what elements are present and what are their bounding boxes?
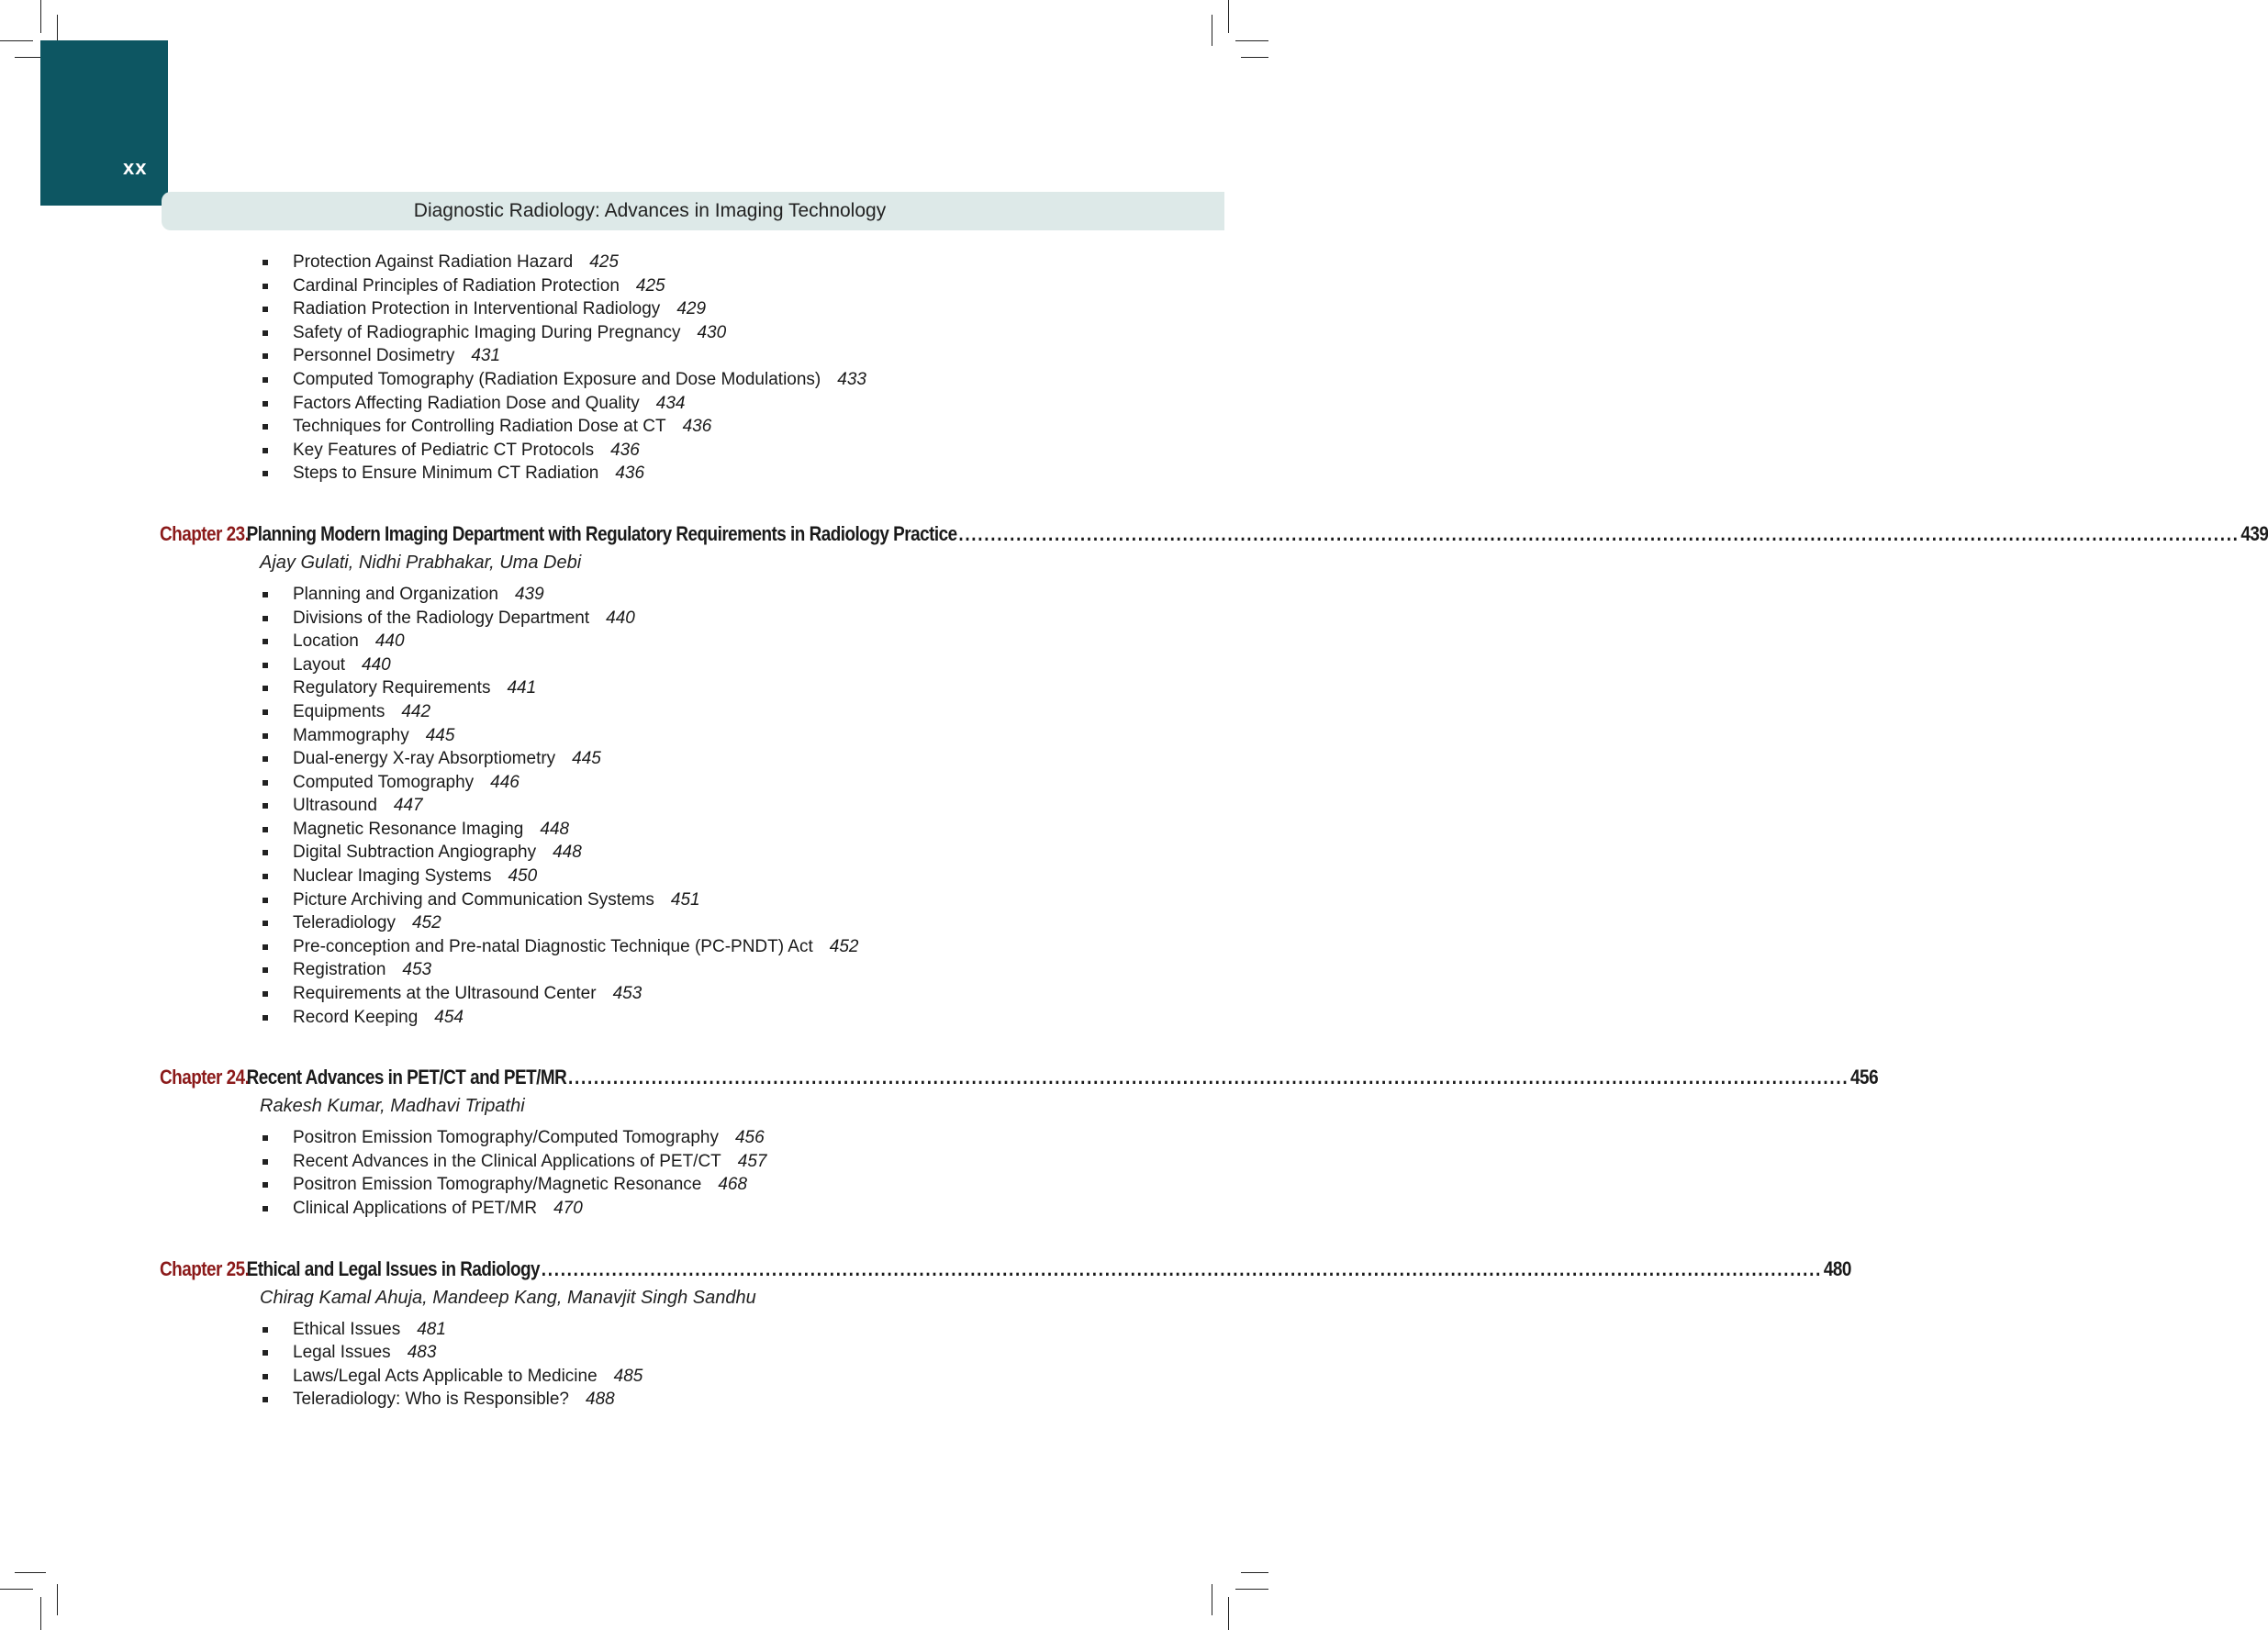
toc-item-title: Positron Emission Tomography/Magnetic Resonance bbox=[293, 1175, 702, 1195]
toc-item-page: 446 bbox=[490, 772, 520, 792]
toc-item[interactable] bbox=[263, 771, 1125, 795]
toc-item-title: Personnel Dosimetry bbox=[293, 346, 455, 366]
toc-item[interactable] bbox=[263, 368, 1125, 392]
toc-item[interactable] bbox=[263, 911, 1125, 935]
crop-mark bbox=[1228, 1597, 1229, 1630]
crop-mark bbox=[1235, 40, 1268, 41]
toc-item-page: 439 bbox=[514, 584, 544, 604]
toc-item-page: 436 bbox=[610, 440, 640, 460]
toc-item[interactable] bbox=[263, 274, 1125, 298]
toc-item[interactable] bbox=[263, 439, 1125, 463]
crop-mark bbox=[0, 1589, 33, 1590]
toc-item-page: 440 bbox=[362, 654, 391, 675]
toc-item-page: 425 bbox=[635, 275, 665, 296]
toc-item[interactable] bbox=[263, 888, 1125, 912]
crop-mark bbox=[1241, 57, 1268, 58]
toc-item[interactable] bbox=[263, 1318, 1125, 1342]
toc-item-title: Key Features of Pediatric CT Protocols bbox=[293, 440, 595, 460]
toc-item-title: Legal Issues bbox=[293, 1343, 391, 1363]
crop-mark bbox=[40, 0, 41, 33]
toc-item[interactable] bbox=[263, 462, 1125, 486]
dot-leader: ........................................................................................................................................................................................................ bbox=[958, 521, 2240, 545]
toc-item-page: 433 bbox=[837, 369, 866, 389]
toc-item-page: 448 bbox=[540, 819, 570, 839]
toc-item[interactable] bbox=[263, 392, 1125, 416]
toc-item-title: Planning and Organization bbox=[293, 584, 498, 604]
toc-item-page: 456 bbox=[734, 1128, 765, 1148]
toc-item-title: Ultrasound bbox=[293, 796, 377, 816]
chapter-heading[interactable] bbox=[160, 1066, 1879, 1089]
toc-content bbox=[160, 251, 2268, 1412]
toc-item[interactable] bbox=[263, 297, 1125, 321]
toc-item-title: Techniques for Controlling Radiation Dose at CT bbox=[293, 417, 666, 437]
toc-item-title: Location bbox=[293, 631, 359, 652]
chapter-label: Chapter 25. bbox=[160, 1256, 250, 1280]
page-tab bbox=[40, 40, 168, 206]
chapter-entry bbox=[160, 521, 2268, 1029]
toc-item-title: Mammography bbox=[293, 725, 409, 745]
toc-item[interactable] bbox=[263, 818, 1125, 842]
toc-item-page: 485 bbox=[613, 1366, 643, 1386]
toc-item-page: 452 bbox=[829, 936, 859, 956]
chapter-page: 439 bbox=[2240, 521, 2268, 545]
toc-item-title: Digital Subtraction Angiography bbox=[293, 843, 537, 863]
toc-item-page: 442 bbox=[401, 701, 431, 721]
chapter-page: 456 bbox=[1850, 1066, 1879, 1089]
chapter-page: 480 bbox=[1823, 1256, 1851, 1280]
toc-item[interactable] bbox=[263, 1341, 1125, 1365]
toc-item-page: 450 bbox=[508, 866, 538, 887]
toc-item-title: Dual-energy X-ray Absorptiometry bbox=[293, 749, 556, 769]
chapter-title: Ethical and Legal Issues in Radiology bbox=[246, 1256, 541, 1280]
toc-item-title: Ethical Issues bbox=[293, 1319, 401, 1339]
toc-item[interactable] bbox=[263, 700, 1125, 724]
chapter-item-list bbox=[263, 1126, 1125, 1220]
toc-item[interactable] bbox=[263, 1150, 1125, 1174]
chapter-item-list bbox=[263, 583, 1125, 1029]
toc-item-page: 436 bbox=[682, 417, 712, 437]
toc-item[interactable] bbox=[263, 958, 1125, 982]
toc-item-title: Clinical Applications of PET/MR bbox=[293, 1199, 538, 1218]
toc-item-title: Safety of Radiographic Imaging During Pregnancy bbox=[293, 322, 681, 342]
toc-item-page: 440 bbox=[606, 608, 635, 628]
chapter-authors: Ajay Gulati, Nidhi Prabhakar, Uma Debi bbox=[260, 552, 582, 573]
toc-item-page: 434 bbox=[655, 393, 686, 413]
crop-mark bbox=[1241, 1572, 1268, 1573]
chapter-title: Planning Modern Imaging Department with Regulatory Requirements in Radiology Practice bbox=[246, 521, 957, 545]
toc-item-page: 436 bbox=[615, 463, 645, 484]
toc-item-page: 457 bbox=[737, 1151, 767, 1171]
toc-item-title: Registration bbox=[293, 960, 386, 980]
toc-item[interactable] bbox=[263, 630, 1125, 653]
toc-item-title: Protection Against Radiation Hazard bbox=[293, 252, 574, 272]
toc-item-title: Nuclear Imaging Systems bbox=[293, 866, 492, 887]
toc-item-page: 445 bbox=[425, 725, 455, 745]
crop-mark bbox=[40, 1597, 41, 1630]
toc-item[interactable] bbox=[263, 1388, 1125, 1412]
chapter-entry bbox=[160, 1066, 1879, 1220]
toc-item-page: 481 bbox=[417, 1319, 446, 1339]
chapter-label: Chapter 23. bbox=[160, 521, 250, 545]
toc-item[interactable] bbox=[263, 1197, 1125, 1221]
toc-item-title: Cardinal Principles of Radiation Protection bbox=[293, 275, 620, 296]
toc-item[interactable] bbox=[263, 794, 1125, 818]
toc-item[interactable] bbox=[263, 344, 1125, 368]
dot-leader: ........................................................................................................................................................................................................ bbox=[568, 1066, 1849, 1089]
toc-item[interactable] bbox=[263, 724, 1125, 748]
toc-item[interactable] bbox=[263, 747, 1125, 771]
toc-item[interactable] bbox=[263, 321, 1125, 345]
toc-item-page: 452 bbox=[411, 913, 441, 933]
toc-item-page: 441 bbox=[507, 678, 537, 698]
toc-item[interactable] bbox=[263, 415, 1125, 439]
toc-item[interactable] bbox=[263, 1365, 1125, 1389]
toc-item-title: Layout bbox=[293, 654, 346, 675]
dot-leader: ........................................................................................................................................................................................................ bbox=[541, 1256, 1823, 1280]
toc-item[interactable] bbox=[263, 935, 1125, 959]
toc-item[interactable] bbox=[263, 653, 1125, 677]
toc-item-page: 470 bbox=[553, 1199, 583, 1218]
toc-item-page: 429 bbox=[676, 299, 707, 319]
toc-item-page: 445 bbox=[572, 749, 601, 769]
toc-item-page: 430 bbox=[697, 322, 727, 342]
toc-item-page: 431 bbox=[471, 346, 501, 366]
toc-item[interactable] bbox=[263, 251, 1125, 274]
chapter-list bbox=[160, 521, 2268, 1412]
chapter-title: Recent Advances in PET/CT and PET/MR bbox=[246, 1066, 567, 1089]
toc-item-page: 451 bbox=[670, 889, 700, 910]
toc-item-page: 440 bbox=[374, 631, 405, 652]
toc-item[interactable] bbox=[263, 607, 1125, 631]
chapter-authors: Chirag Kamal Ahuja, Mandeep Kang, Manavjit Singh Sandhu bbox=[260, 1287, 756, 1308]
toc-item-title: Divisions of the Radiology Department bbox=[293, 608, 590, 628]
chapter-item-list bbox=[263, 1318, 1125, 1412]
crop-mark bbox=[1228, 0, 1229, 33]
toc-item-title: Pre-conception and Pre-natal Diagnostic Technique (PC-PNDT) Act bbox=[293, 936, 813, 956]
toc-item[interactable] bbox=[263, 1006, 1125, 1030]
toc-item-title: Positron Emission Tomography/Computed Tomography bbox=[293, 1128, 719, 1148]
chapter-entry bbox=[160, 1256, 1851, 1412]
toc-item-page: 425 bbox=[589, 252, 619, 272]
toc-item-title: Picture Archiving and Communication Systems bbox=[293, 889, 654, 910]
chapter-label: Chapter 24. bbox=[160, 1066, 250, 1089]
toc-item-page: 447 bbox=[393, 796, 423, 816]
toc-item-title: Steps to Ensure Minimum CT Radiation bbox=[293, 463, 599, 484]
toc-item-title: Teleradiology: Who is Responsible? bbox=[293, 1390, 569, 1410]
toc-item-title: Magnetic Resonance Imaging bbox=[293, 819, 524, 839]
toc-item-title: Equipments bbox=[293, 701, 385, 721]
toc-item[interactable] bbox=[263, 1173, 1125, 1197]
crop-mark bbox=[57, 1584, 58, 1615]
toc-item-page: 488 bbox=[586, 1390, 615, 1410]
toc-item[interactable] bbox=[263, 676, 1125, 700]
toc-item-title: Computed Tomography bbox=[293, 772, 475, 792]
running-title: Diagnostic Radiology: Advances in Imaging Technology bbox=[413, 200, 887, 221]
toc-item-page: 454 bbox=[434, 1007, 464, 1027]
crop-mark bbox=[1235, 1589, 1268, 1590]
page-number: xx bbox=[123, 156, 148, 179]
toc-item-title: Factors Affecting Radiation Dose and Quality bbox=[293, 393, 640, 413]
chapter-heading[interactable] bbox=[160, 521, 2268, 546]
toc-item-title: Laws/Legal Acts Applicable to Medicine bbox=[293, 1366, 598, 1386]
toc-item-page: 468 bbox=[718, 1175, 748, 1195]
toc-item[interactable] bbox=[263, 583, 1125, 607]
toc-item-title: Radiation Protection in Interventional Radiology bbox=[293, 299, 661, 319]
toc-item[interactable] bbox=[263, 982, 1125, 1006]
chapter-heading[interactable] bbox=[160, 1256, 1851, 1281]
toc-item-page: 483 bbox=[407, 1343, 437, 1363]
crop-mark bbox=[0, 40, 33, 41]
toc-item-title: Recent Advances in the Clinical Applications of PET/CT bbox=[293, 1151, 721, 1171]
toc-item-page: 448 bbox=[553, 843, 582, 863]
toc-item[interactable] bbox=[263, 841, 1125, 865]
toc-item-title: Regulatory Requirements bbox=[293, 678, 491, 698]
toc-item-title: Requirements at the Ultrasound Center bbox=[293, 984, 597, 1004]
toc-item-page: 453 bbox=[612, 984, 642, 1004]
toc-item[interactable] bbox=[263, 865, 1125, 888]
toc-item-title: Teleradiology bbox=[293, 913, 396, 933]
toc-item-title: Record Keeping bbox=[293, 1007, 419, 1027]
crop-mark bbox=[15, 1572, 46, 1573]
toc-item-page: 453 bbox=[402, 960, 432, 980]
toc-item[interactable] bbox=[263, 1126, 1125, 1150]
chapter-authors: Rakesh Kumar, Madhavi Tripathi bbox=[260, 1096, 525, 1117]
continued-item-list bbox=[263, 251, 1125, 486]
toc-item-title: Computed Tomography (Radiation Exposure and Dose Modulations) bbox=[293, 369, 821, 389]
